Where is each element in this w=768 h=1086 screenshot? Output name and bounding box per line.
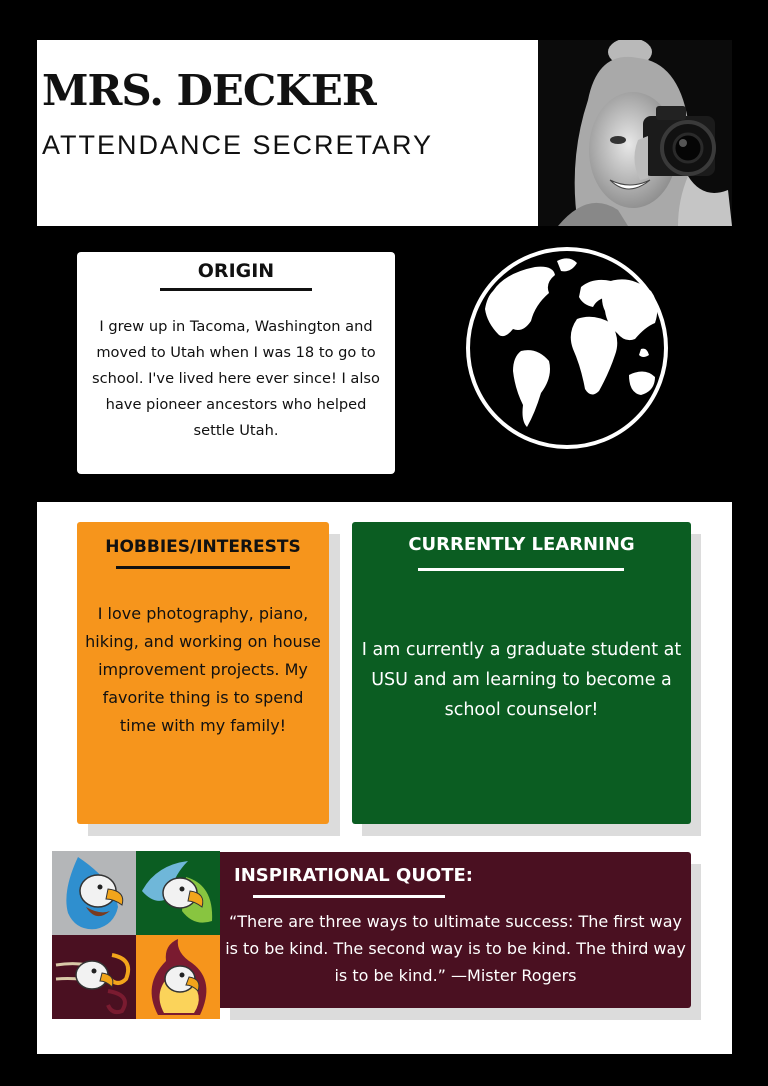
hobbies-divider: [116, 566, 290, 569]
hobbies-heading: HOBBIES/INTERESTS: [105, 537, 301, 557]
origin-divider: [160, 288, 312, 291]
quote-card: [220, 852, 691, 1008]
origin-body: I grew up in Tacoma, Washington and moved to Utah when I was 18 to go to school. I've lived here ever since! I also have pioneer ancestors who helped settle Utah.: [92, 318, 380, 439]
quote-divider: [253, 895, 445, 898]
learning-card: [352, 522, 691, 824]
globe-icon: [465, 243, 669, 453]
page-title: MRS. DECKER: [42, 66, 376, 115]
hobbies-body: I love photography, piano, hiking, and working on house improvement projects. My favorite thing is to spend time with my family!: [85, 604, 321, 735]
learning-heading: CURRENTLY LEARNING: [408, 534, 635, 555]
job-title: ATTENDANCE SECRETARY: [42, 130, 434, 160]
learning-divider: [418, 568, 624, 571]
hobbies-card: [77, 522, 329, 824]
eagle-logo-leaf-icon: [136, 851, 220, 935]
quote-body: “There are three ways to ultimate success: The first way is to be kind. The second way is to be kind. The third way is to be kind.” —Mister Rogers: [225, 912, 686, 985]
eagle-logo-water-icon: [52, 851, 136, 935]
learning-body: I am currently a graduate student at USU and am learning to become a school counselor!: [361, 640, 682, 720]
portrait-photo: [538, 40, 732, 226]
eagle-logo-fire-icon: [136, 935, 220, 1019]
quote-heading: INSPIRATIONAL QUOTE:: [234, 865, 474, 886]
origin-heading: ORIGIN: [197, 260, 275, 282]
school-logos: [52, 851, 220, 1019]
eagle-logo-wind-icon: [52, 935, 136, 1019]
origin-card: [77, 252, 395, 474]
